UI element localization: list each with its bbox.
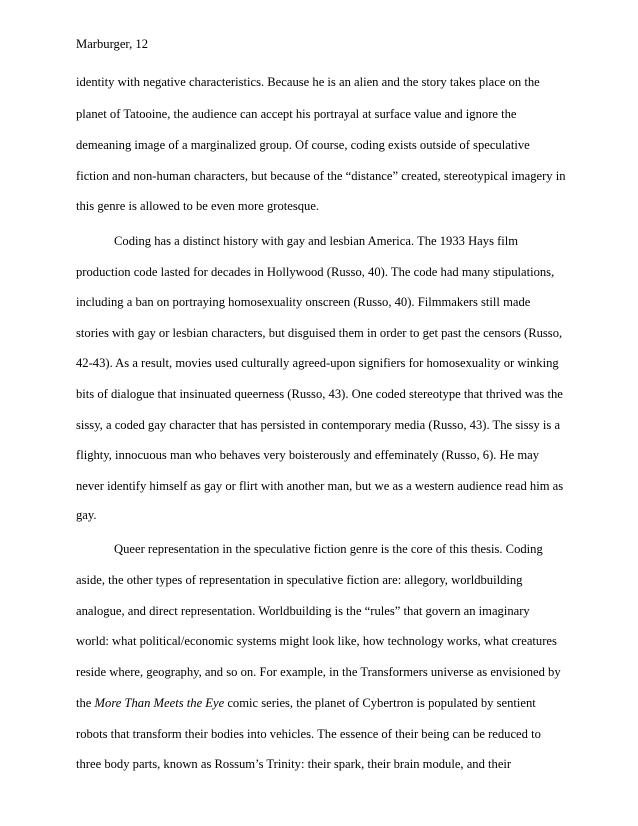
text-line: 42-43). As a result, movies used culturally agreed-upon signifiers for homosexuality or winking: [76, 356, 559, 370]
comic-title: More Than Meets the Eye: [94, 696, 225, 710]
text-line: sissy, a coded gay character that has persisted in contemporary media (Russo, 43). The sissy is a: [76, 418, 561, 432]
text-line: fiction and non-human characters, but because of the “distance” created, stereotypical imagery in: [76, 169, 566, 183]
text-line: planet of Tatooine, the audience can accept his portrayal at surface value and ignore the: [76, 107, 517, 121]
text-segment: comic series, the planet of Cybertron is populated by sentient: [224, 696, 536, 710]
text-line: including a ban on portraying homosexuality onscreen (Russo, 40). Filmmakers still made: [76, 295, 531, 309]
text-line: identity with negative characteristics. Because he is an alien and the story takes place on the: [76, 75, 540, 89]
text-line: three body parts, known as Rossum’s Trinity: their spark, their brain module, and their: [76, 757, 512, 771]
text-line: bits of dialogue that insinuated queerness (Russo, 43). One coded stereotype that thrived was the: [76, 387, 563, 401]
text-line: gay.: [76, 508, 97, 522]
text-line: stories with gay or lesbian characters, but disguised them in order to get past the censors (Russo,: [76, 326, 563, 340]
text-line: [76, 695, 536, 711]
text-line: demeaning image of a marginalized group. Of course, coding exists outside of speculative: [76, 138, 530, 152]
text-segment: the: [76, 696, 95, 710]
text-line: world: what political/economic systems might look like, how technology works, what creatures: [76, 634, 557, 648]
text-line: reside where, geography, and so on. For example, in the Transformers universe as envisioned by: [76, 665, 561, 679]
text-line: Queer representation in the speculative fiction genre is the core of this thesis. Coding: [114, 542, 543, 556]
text-line: analogue, and direct representation. Worldbuilding is the “rules” that govern an imaginary: [76, 604, 530, 618]
text-line: aside, the other types of representation in speculative fiction are: allegory, worldbuilding: [76, 573, 523, 587]
text-line: robots that transform their bodies into vehicles. The essence of their being can be reduced to: [76, 727, 541, 741]
text-line: Coding has a distinct history with gay and lesbian America. The 1933 Hays film: [114, 234, 519, 248]
page-header: Marburger, 12: [76, 37, 149, 51]
text-line: flighty, innocuous man who behaves very boisterously and effeminately (Russo, 6). He may: [76, 448, 540, 462]
text-line: never identify himself as gay or flirt with another man, but we as a western audience read him as: [76, 479, 564, 493]
text-line: production code lasted for decades in Hollywood (Russo, 40). The code had many stipulations,: [76, 265, 555, 279]
text-line: this genre is allowed to be even more grotesque.: [76, 199, 320, 213]
